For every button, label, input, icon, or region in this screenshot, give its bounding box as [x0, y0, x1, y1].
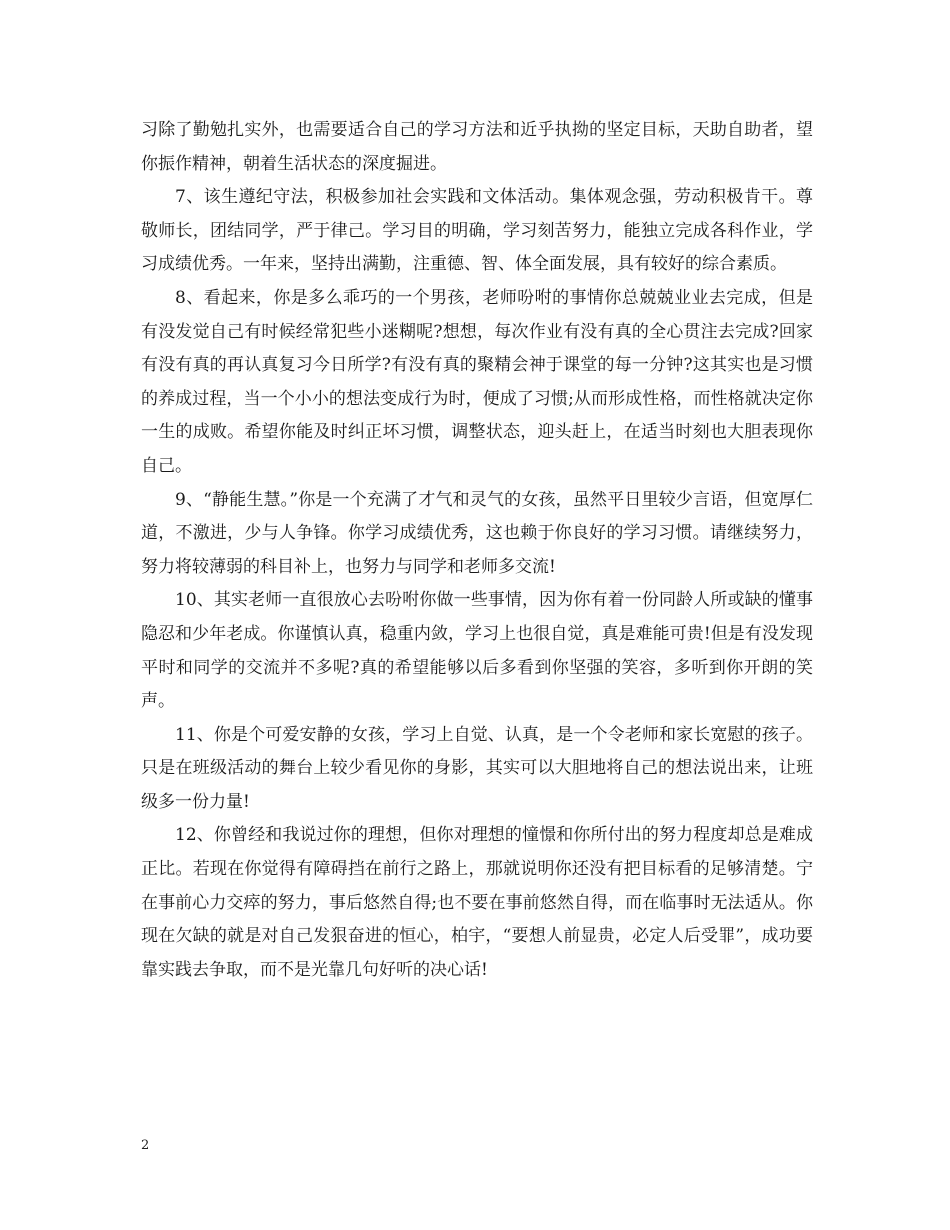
paragraph-comment-12: 12、你曾经和我说过你的理想，但你对理想的憧憬和你所付出的努力程度却总是难成正比。若现在你觉得有障碍挡在前行之路上，那就说明你还没有把目标看的足够清楚。宁在事前心力交瘁的努力，事后悠然自得;也不要在事前悠然自得，而在临事时无法适从。你现在欠缺的就是对自己发狠奋进的恒心，柏宇，“要想人前显贵，必定人后受罪”，成功要靠实践去争取，而不是光靠几句好听的决心话!: [141, 825, 813, 980]
paragraph-comment-11: 11、你是个可爱安静的女孩，学习上自觉、认真，是一个令老师和家长宽慰的孩子。只是在班级活动的舞台上较少看见你的身影，其实可以大胆地将自己的想法说出来，让班级多一份力量!: [141, 724, 813, 812]
paragraph-comment-8: 8、看起来，你是多么乖巧的一个男孩，老师吩咐的事情你总兢兢业业去完成，但是有没发觉自己有时候经常犯些小迷糊呢?想想，每次作业有没有真的全心贯注去完成?回家有没有真的再认真复习今日所学?有没有真的聚精会神于课堂的每一分钟?这其实也是习惯的养成过程，当一个小小的想法变成行为时，便成了习惯;从而形成性格，而性格就决定你一生的成败。希望你能及时纠正坏习惯，调整状态，迎头赶上，在适当时刻也大胆表现你自己。: [141, 287, 813, 476]
paragraph-continuation: 习除了勤勉扎实外，也需要适合自己的学习方法和近乎执拗的坚定目标，天助自助者，望你振作精神，朝着生活状态的深度掘进。: [141, 120, 813, 174]
page-number: 2: [141, 1138, 150, 1153]
paragraph-comment-9: 9、“静能生慧。”你是一个充满了才气和灵气的女孩，虽然平日里较少言语，但宽厚仁道，不激进，少与人争锋。你学习成绩优秀，这也赖于你良好的学习习惯。请继续努力，努力将较薄弱的科目补上，也努力与同学和老师多交流!: [141, 489, 813, 577]
paragraph-comment-10: 10、其实老师一直很放心去吩咐你做一些事情，因为你有着一份同龄人所或缺的懂事隐忍和少年老成。你谨慎认真，稳重内敛，学习上也很自觉，真是难能可贵!但是有没发现平时和同学的交流并不多呢?真的希望能够以后多看到你坚强的笑容，多听到你开朗的笑声。: [141, 590, 813, 712]
paragraph-comment-7: 7、该生遵纪守法，积极参加社会实践和文体活动。集体观念强，劳动积极肯干。尊敬师长，团结同学，严于律己。学习目的明确，学习刻苦努力，能独立完成各科作业，学习成绩优秀。一年来，坚持出满勤，注重德、智、体全面发展，具有较好的综合素质。: [141, 187, 813, 275]
document-body: [141, 114, 813, 987]
